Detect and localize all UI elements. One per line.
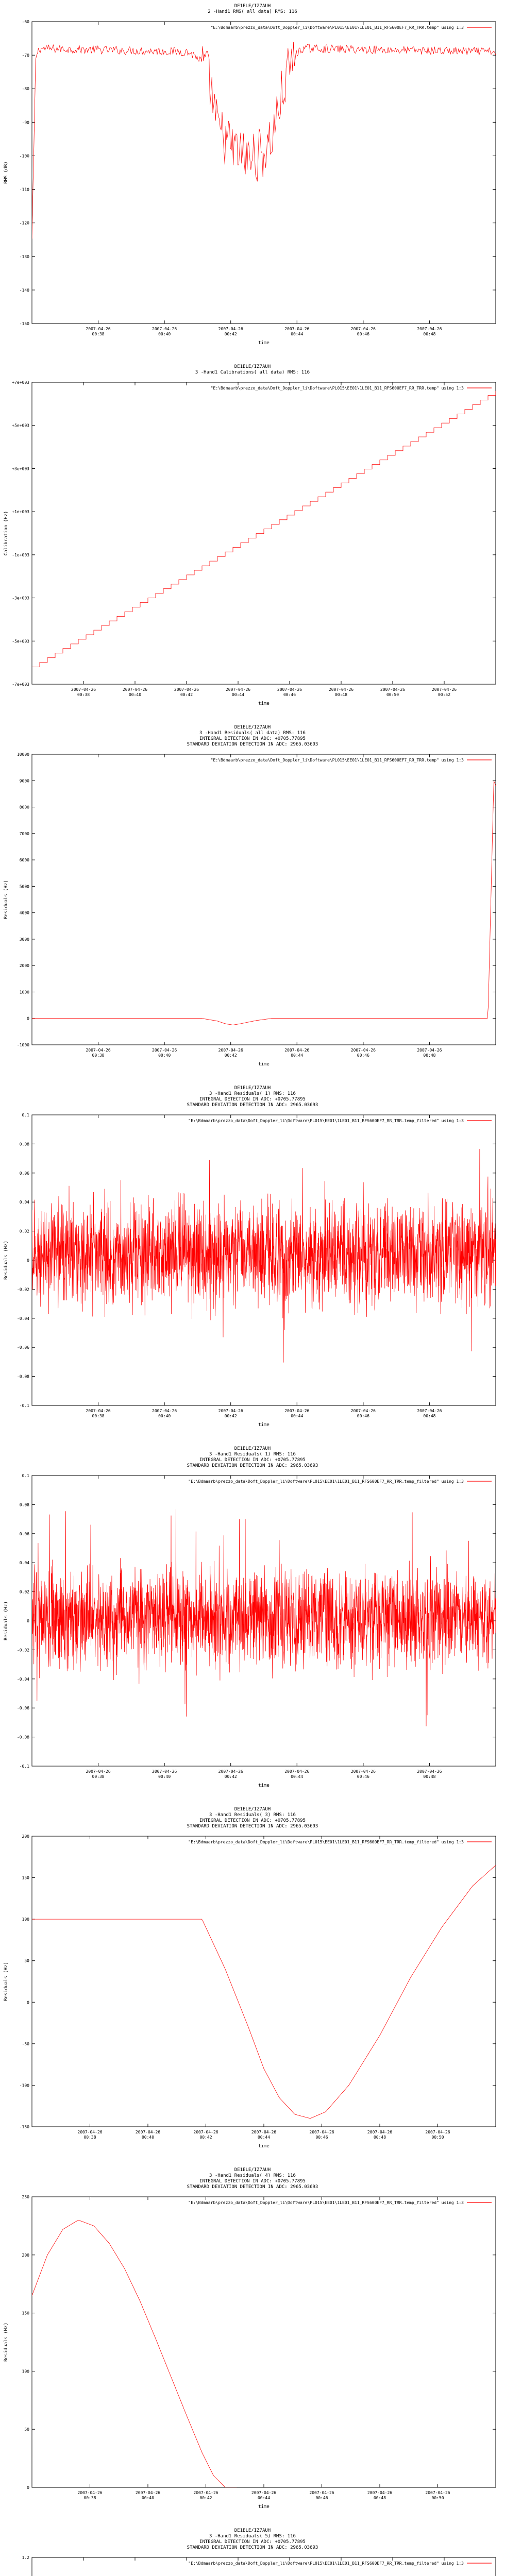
chart-panel-5 <box>0 1443 505 1803</box>
x-tick-label-time: 00:40 <box>141 2496 155 2500</box>
x-tick-label-time: 00:46 <box>283 692 296 697</box>
series-line <box>32 781 496 1025</box>
legend-label: "E:\Bdmaarb\prezzo_data\Doft_Doppler_li\Doftware\PL015\EE01\1LE01_B11_RFS600EF7_RR_TRR.temp" using 1:3 <box>210 758 464 762</box>
data-layer <box>32 2220 237 2487</box>
x-tick-label-date: 2007-04-26 <box>218 1048 243 1053</box>
y-tick-label: -0.1 <box>19 1403 29 1408</box>
x-tick-label-time: 00:52 <box>437 692 451 697</box>
x-tick-label-time: 00:48 <box>373 2496 386 2500</box>
y-tick-label: 0.1 <box>22 1113 29 1117</box>
x-tick-label-time: 00:42 <box>224 332 237 336</box>
x-tick-label-date: 2007-04-26 <box>367 2490 393 2495</box>
x-tick-label-time: 00:42 <box>224 1414 237 1418</box>
legend <box>188 1479 492 1484</box>
x-tick-label-time: 00:38 <box>83 2135 96 2140</box>
chart-svg <box>0 2164 505 2524</box>
legend <box>188 2200 492 2205</box>
chart-title-line: INTEGRAL DETECTION IN ADC: +0705.77895 <box>199 736 306 741</box>
x-axis-label: time <box>258 1422 270 1428</box>
data-layer <box>32 1149 496 1363</box>
x-tick-label-time: 00:48 <box>423 1414 436 1418</box>
x-tick-label-date: 2007-04-26 <box>152 1409 177 1413</box>
chart-title-line: 3 -Hand1 Residuals( 1) RMS: 116 <box>209 1452 296 1457</box>
y-tick-label: -140 <box>19 287 29 293</box>
x-tick-label-date: 2007-04-26 <box>77 2130 103 2134</box>
chart-title-line: 3 -Hand1 Residuals( 5) RMS: 116 <box>209 2534 296 2539</box>
x-tick-label-date: 2007-04-26 <box>152 1769 177 1774</box>
chart-title-line: DE1ELE/IZ7AUH <box>234 725 271 730</box>
chart-title-line: STANDARD DEVIATION DETECTION IN ADC: 2965.03693 <box>187 1103 318 1108</box>
x-tick-label-date: 2007-04-26 <box>284 1769 310 1774</box>
x-tick-label-date: 2007-04-26 <box>77 2490 103 2495</box>
x-tick-label-time: 00:40 <box>141 2135 155 2140</box>
y-tick-label: 0.08 <box>19 1142 29 1147</box>
y-tick-label: 200 <box>22 2252 29 2258</box>
x-tick-label-time: 00:38 <box>83 2496 96 2500</box>
legend <box>188 1118 492 1123</box>
chart-title-line: INTEGRAL DETECTION IN ADC: +0705.77895 <box>199 2179 306 2184</box>
x-axis-label: time <box>258 701 270 706</box>
x-tick-label-time: 00:50 <box>386 692 399 697</box>
x-tick-label-date: 2007-04-26 <box>193 2490 218 2495</box>
x-tick-label-date: 2007-04-26 <box>86 327 111 331</box>
legend <box>211 386 492 391</box>
x-tick-label-date: 2007-04-26 <box>86 1048 111 1053</box>
x-tick-label-date: 2007-04-26 <box>328 687 354 692</box>
series-line <box>32 42 496 239</box>
y-tick-label: -1000 <box>16 1043 29 1047</box>
x-tick-label-date: 2007-04-26 <box>417 1048 442 1053</box>
chart-title-line: DE1ELE/IZ7AUH <box>234 1086 271 1091</box>
plot-frame <box>32 2197 496 2487</box>
x-tick-label-date: 2007-04-26 <box>284 1048 310 1053</box>
x-tick-label-date: 2007-04-26 <box>135 2130 161 2134</box>
x-tick-label-date: 2007-04-26 <box>350 327 376 331</box>
plot-frame <box>32 22 496 324</box>
chart-panel-1 <box>0 0 505 361</box>
x-axis-label: time <box>258 2504 270 2510</box>
chart-panel-2 <box>0 361 505 721</box>
y-tick-label: -100 <box>19 2083 29 2088</box>
y-axis-label: Residuals (Hz) <box>4 880 9 919</box>
legend-label: "E:\Bdmaarb\prezzo_data\Doft_Doppler_li\Doftware\PL015\EE01\1LE01_B11_RFS600EF7_RR_TRR.temp" using 1:3 <box>210 25 464 30</box>
x-tick-label-date: 2007-04-26 <box>417 1769 442 1774</box>
chart-title-line: STANDARD DEVIATION DETECTION IN ADC: 2965.03693 <box>187 1824 318 1829</box>
x-tick-label-time: 00:46 <box>315 2496 328 2500</box>
y-tick-label: 250 <box>22 2195 29 2199</box>
y-tick-label: 100 <box>22 1917 29 1922</box>
y-tick-label: 0 <box>27 2485 29 2490</box>
y-tick-label: -150 <box>19 2125 29 2129</box>
x-tick-label-date: 2007-04-26 <box>284 1409 310 1413</box>
y-tick-label: -90 <box>22 120 29 125</box>
chart-panel-8 <box>0 2524 505 2576</box>
x-axis-label: time <box>258 1783 270 1788</box>
chart-title-line: DE1ELE/IZ7AUH <box>234 2528 271 2533</box>
x-tick-label-time: 00:38 <box>92 1053 105 1058</box>
x-tick-label-date: 2007-04-26 <box>86 1769 111 1774</box>
y-tick-label: 0.04 <box>19 1561 29 1566</box>
x-tick-label-time: 00:44 <box>291 1414 304 1418</box>
x-tick-label-time: 00:46 <box>357 1053 369 1058</box>
data-layer <box>32 781 496 1025</box>
x-tick-label-time: 00:48 <box>423 332 436 336</box>
y-tick-label: 5000 <box>19 884 29 889</box>
y-axis-label: Residuals (Hz) <box>4 2323 9 2362</box>
y-tick-label: 0.06 <box>19 1171 29 1176</box>
x-tick-label-date: 2007-04-26 <box>174 687 199 692</box>
chart-title-line: STANDARD DEVIATION DETECTION IN ADC: 2965.03693 <box>187 2545 318 2550</box>
x-tick-label-time: 00:42 <box>224 1053 237 1058</box>
y-tick-label: 50 <box>24 1958 29 1963</box>
x-tick-label-date: 2007-04-26 <box>309 2490 334 2495</box>
chart-title-line: DE1ELE/IZ7AUH <box>234 364 271 369</box>
y-tick-label: -3e+003 <box>12 596 29 601</box>
x-tick-label-time: 00:44 <box>291 1053 304 1058</box>
y-tick-label: 50 <box>24 2427 29 2432</box>
chart-svg <box>0 1082 505 1443</box>
y-axis-label: Residuals (Hz) <box>4 1962 9 2001</box>
chart-title-line: 3 -Hand1 Residuals( 1) RMS: 116 <box>209 1091 296 1096</box>
x-tick-label-time: 00:40 <box>158 1053 171 1058</box>
chart-title-line: 3 -Hand1 Residuals( all data) RMS: 116 <box>199 731 306 736</box>
x-tick-label-time: 00:50 <box>431 2496 444 2500</box>
y-tick-label: 100 <box>22 2369 29 2374</box>
y-tick-label: 0.04 <box>19 1200 29 1205</box>
y-tick-label: -7e+003 <box>12 682 29 687</box>
y-tick-label: +3e+003 <box>12 466 29 471</box>
chart-title-line: 3 -Hand1 Calibrations( all data) RMS: 116 <box>195 370 310 375</box>
x-tick-label-time: 00:42 <box>180 692 193 697</box>
chart-title-line: 3 -Hand1 Residuals( 3) RMS: 116 <box>209 1812 296 1818</box>
series-line <box>32 391 496 667</box>
chart-title-line: DE1ELE/IZ7AUH <box>234 1807 271 1812</box>
y-tick-label: -1e+003 <box>12 552 29 557</box>
x-tick-label-time: 00:46 <box>357 332 369 336</box>
y-axis-label: Calibration (Hz) <box>4 511 9 556</box>
x-tick-label-time: 00:40 <box>158 1774 171 1779</box>
y-tick-label: 0 <box>27 1016 29 1021</box>
x-tick-label-time: 00:50 <box>431 2135 444 2140</box>
plot-frame <box>32 2557 496 2576</box>
x-tick-label-date: 2007-04-26 <box>417 327 442 331</box>
x-axis-label: time <box>258 341 270 346</box>
x-tick-label-date: 2007-04-26 <box>380 687 406 692</box>
x-tick-label-date: 2007-04-26 <box>152 1048 177 1053</box>
chart-title-line: INTEGRAL DETECTION IN ADC: +0705.77895 <box>199 2539 306 2545</box>
y-tick-label: -80 <box>22 87 29 92</box>
x-axis-label: time <box>258 1062 270 1067</box>
chart-title-line: STANDARD DEVIATION DETECTION IN ADC: 2965.03693 <box>187 2184 318 2190</box>
x-tick-label-time: 00:44 <box>231 692 245 697</box>
x-tick-label-time: 00:38 <box>92 332 105 336</box>
x-tick-label-date: 2007-04-26 <box>193 2130 218 2134</box>
y-tick-label: 2000 <box>19 963 29 969</box>
legend-label: "E:\Bdmaarb\prezzo_data\Doft_Doppler_li\Doftware\PL015\EE01\1LE01_B11_RFS600EF7_RR_TRR.temp" using 1:3 <box>210 386 464 391</box>
x-tick-label-date: 2007-04-26 <box>251 2130 277 2134</box>
x-tick-label-time: 00:48 <box>423 1774 436 1779</box>
legend <box>188 2561 492 2566</box>
legend-label: "E:\Bdmaarb\prezzo_data\Doft_Doppler_li\Doftware\PL015\EE01\1LE01_B11_RFS600EF7_RR_TRR.temp_filtered" using 1:3 <box>188 2200 464 2205</box>
data-layer <box>32 391 496 667</box>
x-tick-label-date: 2007-04-26 <box>350 1409 376 1413</box>
y-tick-label: -0.02 <box>16 1287 29 1292</box>
y-tick-label: 3000 <box>19 937 29 942</box>
y-tick-label: 0 <box>27 1619 29 1623</box>
series-line <box>32 1149 496 1363</box>
x-tick-label-date: 2007-04-26 <box>218 1769 243 1774</box>
y-tick-label: 1.2 <box>22 2555 29 2560</box>
x-tick-label-time: 00:48 <box>334 692 348 697</box>
y-tick-label: 1000 <box>19 990 29 995</box>
y-axis-label: Residuals (Hz) <box>4 1601 9 1640</box>
chart-title-line: DE1ELE/IZ7AUH <box>234 4 271 9</box>
chart-panel-6 <box>0 1803 505 2164</box>
y-tick-label: -0.06 <box>16 1345 29 1350</box>
chart-title-line: DE1ELE/IZ7AUH <box>234 1446 271 1451</box>
chart-title-line: INTEGRAL DETECTION IN ADC: +0705.77895 <box>199 1818 306 1823</box>
x-tick-label-time: 00:38 <box>92 1774 105 1779</box>
x-tick-label-time: 00:38 <box>92 1414 105 1418</box>
x-tick-label-time: 00:38 <box>77 692 90 697</box>
y-tick-label: 0 <box>27 1258 29 1263</box>
x-tick-label-date: 2007-04-26 <box>225 687 251 692</box>
y-tick-label: -70 <box>22 53 29 58</box>
x-tick-label-date: 2007-04-26 <box>309 2130 334 2134</box>
x-tick-label-time: 00:42 <box>224 1774 237 1779</box>
x-tick-label-time: 00:42 <box>199 2496 212 2500</box>
y-tick-label: 4000 <box>19 910 29 916</box>
y-tick-label: -0.04 <box>16 1676 29 1682</box>
chart-panel-7 <box>0 2164 505 2524</box>
chart-svg <box>0 1803 505 2164</box>
x-tick-label-date: 2007-04-26 <box>350 1769 376 1774</box>
x-tick-label-time: 00:44 <box>257 2135 271 2140</box>
data-layer <box>32 1865 496 2119</box>
x-tick-label-date: 2007-04-26 <box>367 2130 393 2134</box>
y-tick-label: -0.08 <box>16 1735 29 1740</box>
y-tick-label: 7000 <box>19 831 29 836</box>
x-tick-label-time: 00:42 <box>199 2135 212 2140</box>
chart-title-line: DE1ELE/IZ7AUH <box>234 2167 271 2173</box>
y-tick-label: +5e+003 <box>12 423 29 428</box>
chart-title-line: 3 -Hand1 Residuals( 4) RMS: 116 <box>209 2173 296 2178</box>
y-tick-label: +1e+003 <box>12 510 29 515</box>
x-tick-label-date: 2007-04-26 <box>350 1048 376 1053</box>
plot-frame <box>32 1836 496 2127</box>
y-tick-label: 0 <box>27 2000 29 2005</box>
x-tick-label-time: 00:48 <box>373 2135 386 2140</box>
x-tick-label-time: 00:46 <box>357 1774 369 1779</box>
legend-label: "E:\Bdmaarb\prezzo_data\Doft_Doppler_li\Doftware\PL015\EE01\1LE01_B11_RFS600EF7_RR_TRR.temp_filtered" using 1:3 <box>188 1118 464 1123</box>
series-line <box>32 1509 496 1726</box>
y-tick-label: -0.02 <box>16 1648 29 1653</box>
chart-svg <box>0 1443 505 1803</box>
data-layer <box>32 1509 496 1726</box>
chart-panel-3 <box>0 721 505 1082</box>
x-tick-label-time: 00:44 <box>291 1774 304 1779</box>
y-tick-label: -130 <box>19 254 29 259</box>
x-tick-label-date: 2007-04-26 <box>135 2490 161 2495</box>
x-tick-label-time: 00:40 <box>128 692 142 697</box>
x-tick-label-time: 00:46 <box>315 2135 328 2140</box>
legend-label: "E:\Bdmaarb\prezzo_data\Doft_Doppler_li\Doftware\PL015\EE01\1LE01_B11_RFS600EF7_RR_TRR.temp_filtered" using 1:3 <box>188 2561 464 2566</box>
chart-title-line: STANDARD DEVIATION DETECTION IN ADC: 2965.03693 <box>187 742 318 747</box>
chart-title-line: STANDARD DEVIATION DETECTION IN ADC: 2965.03693 <box>187 1463 318 1468</box>
y-tick-label: 0.08 <box>19 1502 29 1507</box>
chart-title-line: INTEGRAL DETECTION IN ADC: +0705.77895 <box>199 1097 306 1102</box>
chart-svg <box>0 361 505 721</box>
legend-label: "E:\Bdmaarb\prezzo_data\Doft_Doppler_li\Doftware\PL015\EE01\1LE01_B11_RFS600EF7_RR_TRR.temp_filtered" using 1:3 <box>188 1479 464 1484</box>
y-tick-label: 10000 <box>16 752 29 757</box>
y-tick-label: +7e+003 <box>12 380 29 385</box>
x-tick-label-time: 00:40 <box>158 1414 171 1418</box>
legend <box>211 758 492 762</box>
x-tick-label-date: 2007-04-26 <box>218 327 243 331</box>
x-tick-label-date: 2007-04-26 <box>218 1409 243 1413</box>
data-layer <box>32 42 496 239</box>
y-tick-label: 150 <box>22 1875 29 1880</box>
x-tick-label-date: 2007-04-26 <box>71 687 96 692</box>
chart-title-line: 2 -Hand1 RMS( all data) RMS: 116 <box>208 9 297 14</box>
y-tick-label: 9000 <box>19 778 29 784</box>
series-line <box>32 1865 496 2119</box>
series-line <box>32 2220 237 2487</box>
y-tick-label: -120 <box>19 221 29 226</box>
y-tick-label: 0.02 <box>19 1589 29 1595</box>
x-tick-label-date: 2007-04-26 <box>417 1409 442 1413</box>
y-tick-label: -0.1 <box>19 1764 29 1769</box>
x-tick-label-date: 2007-04-26 <box>152 327 177 331</box>
x-tick-label-time: 00:44 <box>291 332 304 336</box>
y-tick-label: -110 <box>19 187 29 192</box>
y-tick-label: 0.1 <box>22 1473 29 1478</box>
y-tick-label: -150 <box>19 321 29 326</box>
x-tick-label-date: 2007-04-26 <box>86 1409 111 1413</box>
y-tick-label: -50 <box>22 2041 29 2046</box>
y-tick-label: 0.06 <box>19 1531 29 1536</box>
x-tick-label-date: 2007-04-26 <box>431 687 457 692</box>
chart-svg <box>0 0 505 361</box>
chart-svg <box>0 721 505 1082</box>
y-axis-label: RMS (dB) <box>4 161 9 184</box>
y-tick-label: -0.06 <box>16 1706 29 1711</box>
y-tick-label: -0.08 <box>16 1374 29 1379</box>
legend <box>188 1840 492 1844</box>
x-tick-label-date: 2007-04-26 <box>251 2490 277 2495</box>
chart-title-line: INTEGRAL DETECTION IN ADC: +0705.77895 <box>199 1458 306 1463</box>
y-tick-label: 0.02 <box>19 1229 29 1234</box>
y-tick-label: 8000 <box>19 805 29 810</box>
x-tick-label-date: 2007-04-26 <box>277 687 302 692</box>
y-tick-label: -60 <box>22 20 29 24</box>
legend <box>211 25 492 30</box>
x-tick-label-date: 2007-04-26 <box>122 687 148 692</box>
y-tick-label: -100 <box>19 154 29 159</box>
legend-label: "E:\Bdmaarb\prezzo_data\Doft_Doppler_li\Doftware\PL015\EE01\1LE01_B11_RFS600EF7_RR_TRR.temp_filtered" using 1:3 <box>188 1840 464 1844</box>
x-axis-label: time <box>258 2144 270 2149</box>
x-tick-label-time: 00:40 <box>158 332 171 336</box>
x-tick-label-time: 00:46 <box>357 1414 369 1418</box>
y-tick-label: 150 <box>22 2311 29 2316</box>
chart-svg <box>0 2524 505 2576</box>
y-tick-label: -5e+003 <box>12 639 29 644</box>
x-tick-label-date: 2007-04-26 <box>284 327 310 331</box>
y-tick-label: 6000 <box>19 858 29 863</box>
x-tick-label-date: 2007-04-26 <box>425 2490 450 2495</box>
x-tick-label-date: 2007-04-26 <box>425 2130 450 2134</box>
chart-panel-4 <box>0 1082 505 1443</box>
x-tick-label-time: 00:48 <box>423 1053 436 1058</box>
y-tick-label: -0.04 <box>16 1316 29 1321</box>
y-axis-label: Residuals (Hz) <box>4 1241 9 1280</box>
plot-frame <box>32 754 496 1045</box>
y-tick-label: 200 <box>22 1834 29 1839</box>
x-tick-label-time: 00:44 <box>257 2496 271 2500</box>
